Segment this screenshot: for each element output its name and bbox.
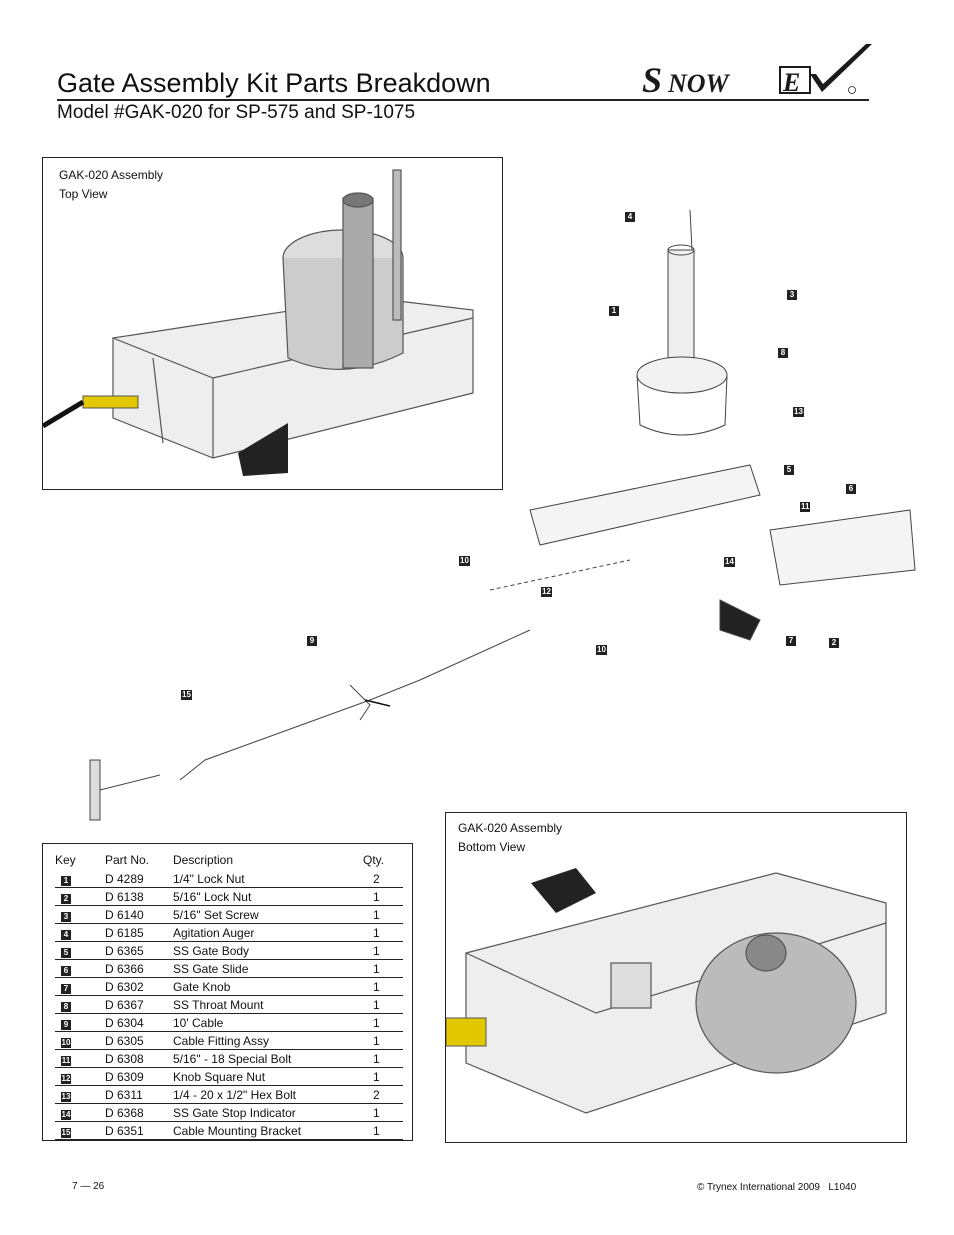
row-key	[55, 1068, 105, 1086]
parts-table-row	[55, 978, 403, 996]
copyright: © Trynex International 2009 L1040	[697, 1182, 857, 1193]
row-description: 1/4 - 20 x 1/2" Hex Bolt	[173, 1086, 363, 1104]
key-badge: 11	[61, 1055, 71, 1065]
page-title: Gate Assembly Kit Parts Breakdown	[57, 68, 491, 98]
key-badge: 1	[61, 876, 71, 886]
row-part-no: D 6367	[105, 996, 173, 1014]
row-qty: 1	[363, 888, 403, 906]
key-badge: 4	[61, 930, 71, 940]
row-part-no: D 6185	[105, 924, 173, 942]
row-qty: 1	[363, 1014, 403, 1032]
snowex-logo	[640, 40, 876, 104]
row-key	[55, 942, 105, 960]
row-part-no: D 6311	[105, 1086, 173, 1104]
page-number: 7 — 26	[72, 1181, 105, 1192]
row-qty: 1	[363, 978, 403, 996]
callout-8: 8	[778, 348, 788, 358]
bottom-view-label-1: GAK-020 Assembly	[458, 821, 563, 835]
parts-table-row	[55, 1050, 403, 1068]
bottom-view-illustration	[446, 813, 906, 1142]
row-key	[55, 996, 105, 1014]
row-qty: 1	[363, 960, 403, 978]
callout-3: 3	[787, 290, 797, 300]
bottom-view-panel	[445, 812, 907, 1143]
row-qty: 1	[363, 1122, 403, 1140]
callout-10a: 10	[460, 556, 469, 565]
row-key	[55, 1104, 105, 1122]
callout-2: 2	[829, 638, 839, 648]
parts-table-row	[55, 1086, 403, 1104]
parts-table-header	[55, 850, 403, 870]
parts-table-row	[55, 924, 403, 942]
parts-table-row	[55, 906, 403, 924]
row-description: 5/16" Set Screw	[173, 906, 363, 924]
row-qty: 1	[363, 906, 403, 924]
key-badge: 10	[61, 1037, 71, 1047]
row-part-no: D 6305	[105, 1032, 173, 1050]
parts-table-row	[55, 960, 403, 978]
row-key	[55, 1086, 105, 1104]
row-qty: 2	[363, 1086, 403, 1104]
callout-5: 5	[784, 465, 794, 475]
callout-11: 11	[801, 502, 810, 511]
row-qty: 1	[363, 1050, 403, 1068]
parts-table-row	[55, 1122, 403, 1140]
header-part-no: Part No.	[105, 853, 150, 867]
row-key	[55, 888, 105, 906]
row-part-no: D 6368	[105, 1104, 173, 1122]
svg-text:S: S	[642, 60, 663, 100]
top-view-label-2: Top View	[59, 187, 108, 201]
parts-table-row	[55, 888, 403, 906]
row-key	[55, 906, 105, 924]
row-key	[55, 924, 105, 942]
parts-table	[55, 850, 403, 1140]
row-part-no: D 6366	[105, 960, 173, 978]
row-key	[55, 1122, 105, 1140]
parts-table-row	[55, 996, 403, 1014]
parts-table-row	[55, 1068, 403, 1086]
callout-14: 14	[725, 557, 734, 566]
exploded-diagram	[70, 200, 930, 840]
svg-text:E: E	[783, 68, 801, 97]
parts-table-row	[55, 1032, 403, 1050]
row-qty: 1	[363, 924, 403, 942]
key-badge: 15	[61, 1127, 71, 1137]
row-description: 10' Cable	[173, 1014, 363, 1032]
callout-4: 4	[625, 212, 635, 222]
row-description: Cable Mounting Bracket	[173, 1122, 363, 1140]
top-view-label-1: GAK-020 Assembly	[59, 168, 164, 182]
row-part-no: D 6308	[105, 1050, 173, 1068]
row-description: SS Gate Stop Indicator	[173, 1104, 363, 1122]
callout-10b: 10	[597, 645, 606, 654]
row-description: SS Gate Body	[173, 942, 363, 960]
row-description: Knob Square Nut	[173, 1068, 363, 1086]
row-qty: 1	[363, 942, 403, 960]
callout-1: 1	[609, 306, 619, 316]
header-qty: Qty.	[363, 853, 385, 867]
callout-6: 6	[846, 484, 856, 494]
row-description: 1/4" Lock Nut	[173, 870, 363, 888]
key-badge: 7	[61, 984, 71, 994]
row-qty: 1	[363, 996, 403, 1014]
row-key	[55, 1032, 105, 1050]
callout-13: 13	[794, 407, 803, 416]
callout-15: 15	[182, 690, 191, 699]
row-key	[55, 1014, 105, 1032]
parts-table-panel	[42, 843, 413, 1141]
row-part-no: D 6302	[105, 978, 173, 996]
row-description: 5/16" Lock Nut	[173, 888, 363, 906]
key-badge: 14	[61, 1109, 71, 1119]
key-badge: 3	[61, 912, 71, 922]
svg-text:NOW: NOW	[668, 69, 729, 98]
row-description: Agitation Auger	[173, 924, 363, 942]
row-qty: 1	[363, 1104, 403, 1122]
key-badge: 2	[61, 894, 71, 904]
row-key	[55, 870, 105, 888]
row-description: 5/16" - 18 Special Bolt	[173, 1050, 363, 1068]
callout-9: 9	[307, 636, 317, 646]
key-badge: 5	[61, 948, 71, 958]
row-part-no: D 6309	[105, 1068, 173, 1086]
row-key	[55, 1050, 105, 1068]
key-badge: 9	[61, 1020, 71, 1030]
key-badge: 12	[61, 1073, 71, 1083]
row-part-no: D 6365	[105, 942, 173, 960]
parts-table-row	[55, 1014, 403, 1032]
row-key	[55, 960, 105, 978]
row-qty: 2	[363, 870, 403, 888]
parts-table-row	[55, 870, 403, 888]
row-description: SS Gate Slide	[173, 960, 363, 978]
header-key: Key	[55, 853, 76, 867]
callout-7: 7	[786, 636, 796, 646]
header-description: Description	[173, 853, 234, 867]
row-qty: 1	[363, 1032, 403, 1050]
row-part-no: D 6140	[105, 906, 173, 924]
row-qty: 1	[363, 1068, 403, 1086]
key-badge: 8	[61, 1002, 71, 1012]
row-part-no: D 6138	[105, 888, 173, 906]
row-part-no: D 4289	[105, 870, 173, 888]
page-subtitle: Model #GAK-020 for SP-575 and SP-1075	[57, 102, 416, 123]
row-part-no: D 6304	[105, 1014, 173, 1032]
row-part-no: D 6351	[105, 1122, 173, 1140]
parts-table-row	[55, 942, 403, 960]
row-description: Gate Knob	[173, 978, 363, 996]
row-description: Cable Fitting Assy	[173, 1032, 363, 1050]
bottom-view-label-2: Bottom View	[458, 840, 526, 854]
parts-table-row	[55, 1104, 403, 1122]
row-key	[55, 978, 105, 996]
key-badge: 13	[61, 1091, 71, 1101]
key-badge: 6	[61, 966, 71, 976]
callout-12: 12	[542, 587, 551, 596]
row-description: SS Throat Mount	[173, 996, 363, 1014]
